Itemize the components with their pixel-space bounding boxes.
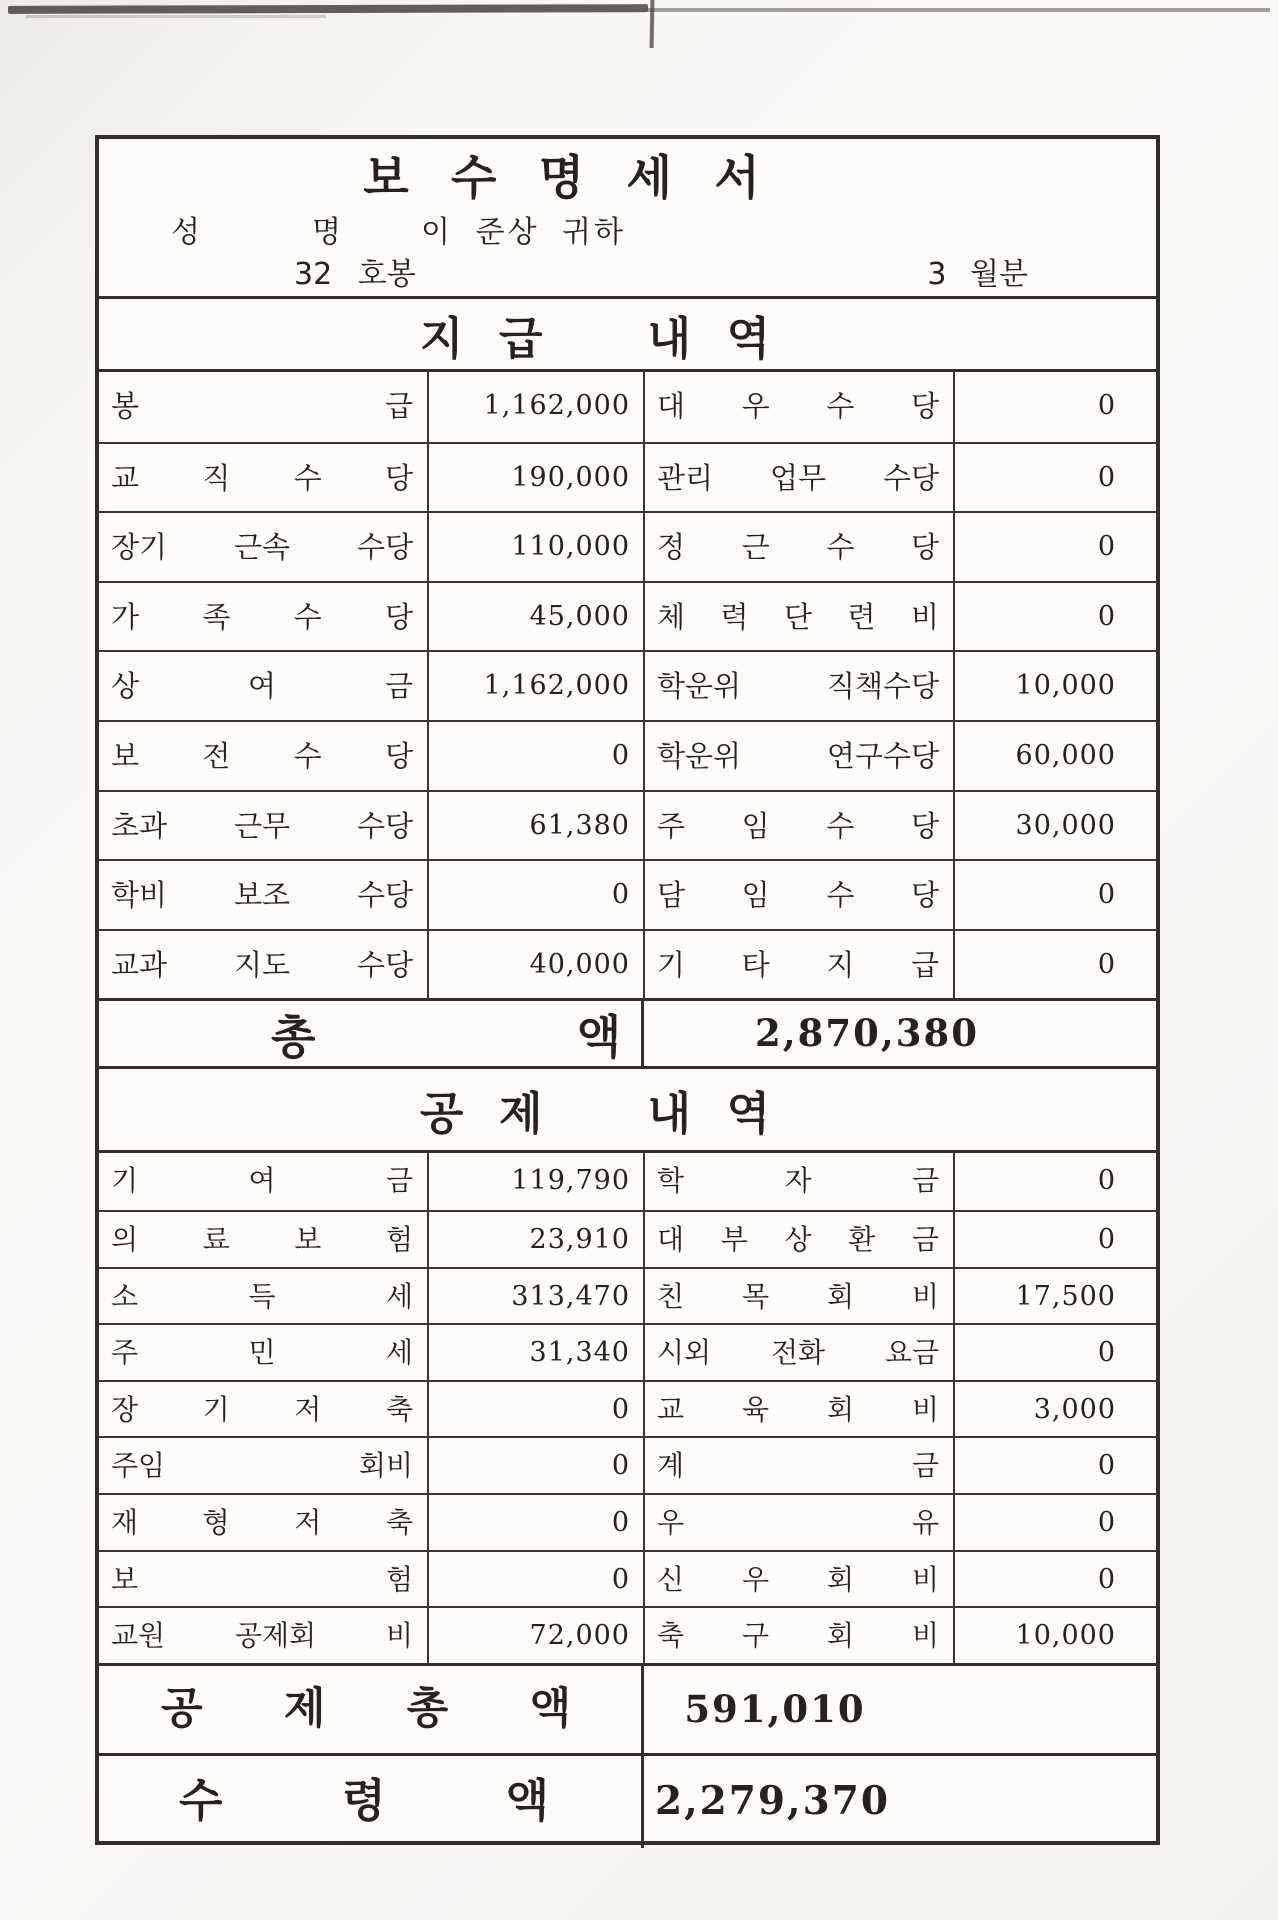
item-label: 의 료 보 험 [99, 1212, 429, 1267]
item-value: 0 [429, 1495, 645, 1550]
item-label: 기 타 지 급 [645, 931, 955, 999]
pay-month: 3 월분 [927, 257, 1028, 292]
scan-streak-artifact [8, 4, 648, 14]
item-value: 0 [1097, 1506, 1116, 1538]
item-label: 대 우 수 당 [645, 372, 955, 442]
payment-row [99, 511, 1156, 581]
payment-row [99, 372, 1156, 442]
payment-total-label-char: 액 [576, 1010, 621, 1065]
item-label: 기 여 금 [99, 1153, 429, 1210]
payslip-sheet [95, 135, 1160, 1845]
item-label: 교 육 회 비 [645, 1382, 955, 1437]
name-value: 이 준상 귀하 [421, 215, 626, 250]
payment-row [99, 442, 1156, 512]
item-value: 3,000 [1033, 1393, 1116, 1425]
item-value: 0 [1097, 879, 1116, 911]
item-value: 17,500 [1015, 1280, 1116, 1312]
item-value: 0 [1097, 600, 1116, 632]
payment-row [99, 929, 1156, 999]
item-value: 0 [1097, 1450, 1116, 1482]
item-label: 주임 회비 [99, 1438, 429, 1493]
item-value: 0 [1097, 948, 1116, 980]
payment-row [99, 650, 1156, 720]
deduction-row [99, 1380, 1156, 1437]
deduction-header-text: 내 역 [647, 1087, 781, 1141]
item-label: 상 여 금 [99, 652, 429, 720]
item-label: 학운위 직책수당 [645, 652, 955, 720]
deduction-row [99, 1493, 1156, 1550]
item-label: 대 부 상 환 금 [645, 1212, 955, 1267]
item-label: 체 력 단 련 비 [645, 583, 955, 651]
item-label: 보 험 [99, 1552, 429, 1607]
item-value: 0 [429, 1552, 645, 1607]
payslip-title: 보 수 명 세 서 [363, 151, 762, 206]
item-label: 정 근 수 당 [645, 513, 955, 581]
item-value: 313,470 [429, 1269, 645, 1324]
item-value: 72,000 [429, 1608, 645, 1663]
item-value: 30,000 [1015, 809, 1116, 841]
grade-row [99, 255, 1156, 299]
item-label: 장기 근속 수당 [99, 513, 429, 581]
item-label: 소 득 세 [99, 1269, 429, 1324]
item-value: 23,910 [429, 1212, 645, 1267]
item-value: 0 [1097, 1337, 1116, 1369]
payment-row [99, 720, 1156, 790]
item-label: 보 전 수 당 [99, 722, 429, 790]
item-value: 0 [1097, 1563, 1116, 1595]
item-label: 학비 보조 수당 [99, 861, 429, 929]
deduction-row [99, 1267, 1156, 1324]
item-label: 교과 지도 수당 [99, 931, 429, 999]
item-label: 교 직 수 당 [99, 444, 429, 512]
payslip-header [99, 139, 1156, 299]
payment-total-label-char: 총 [271, 1010, 316, 1065]
item-value: 45,000 [429, 583, 645, 651]
item-value: 110,000 [429, 513, 645, 581]
payment-header-text: 내 역 [647, 311, 781, 365]
deduction-row [99, 1550, 1156, 1607]
item-label: 시외 전화 요금 [645, 1325, 955, 1380]
item-value: 0 [1097, 390, 1116, 421]
deduction-section-header [99, 1066, 1156, 1153]
item-value: 0 [1097, 461, 1116, 493]
net-pay-label: 수 령 액 [99, 1756, 644, 1848]
salary-grade: 32 호봉 [294, 257, 416, 292]
payment-row [99, 790, 1156, 860]
item-value: 10,000 [1015, 1620, 1116, 1652]
payment-row [99, 581, 1156, 651]
item-value: 0 [429, 861, 645, 929]
item-label: 장 기 저 축 [99, 1382, 429, 1437]
payment-section-header [99, 299, 1156, 372]
deduction-row [99, 1436, 1156, 1493]
payment-header-text: 지 급 [419, 311, 553, 365]
name-row [99, 211, 1156, 255]
deduction-total-row [99, 1663, 1156, 1753]
name-label: 성 명 [171, 215, 341, 250]
item-label: 재 형 저 축 [99, 1495, 429, 1550]
item-value: 0 [429, 1382, 645, 1437]
deduction-header-text: 공 제 [419, 1087, 553, 1141]
item-label: 교원 공제회 비 [99, 1608, 429, 1663]
deduction-total-value: 591,010 [684, 1686, 866, 1731]
item-value: 0 [429, 722, 645, 790]
item-label: 담 임 수 당 [645, 861, 955, 929]
item-value: 1,162,000 [429, 652, 645, 720]
item-label: 관리 업무 수당 [645, 444, 955, 512]
item-value: 10,000 [1015, 670, 1116, 702]
item-value: 119,790 [429, 1153, 645, 1210]
item-value: 61,380 [429, 792, 645, 860]
net-pay-row [99, 1753, 1156, 1848]
item-label: 축 구 회 비 [645, 1608, 955, 1663]
item-label: 우 유 [645, 1495, 955, 1550]
item-label: 친 목 회 비 [645, 1269, 955, 1324]
payment-row [99, 859, 1156, 929]
deduction-total-label: 공 제 총 액 [99, 1666, 644, 1753]
item-label: 신 우 회 비 [645, 1552, 955, 1607]
net-pay-value: 2,279,370 [654, 1777, 891, 1824]
deduction-row [99, 1153, 1156, 1210]
payment-total-label [99, 1001, 644, 1067]
payment-total-row [99, 998, 1156, 1066]
item-value: 31,340 [429, 1325, 645, 1380]
item-value: 40,000 [429, 931, 645, 999]
item-value: 190,000 [429, 444, 645, 512]
item-label: 초과 근무 수당 [99, 792, 429, 860]
deduction-row [99, 1323, 1156, 1380]
item-label: 학운위 연구수당 [645, 722, 955, 790]
item-value: 0 [1097, 531, 1116, 563]
payment-table [99, 372, 1156, 998]
item-value: 1,162,000 [429, 372, 645, 442]
scan-tick-artifact [650, 0, 655, 48]
scan-streak-artifact [26, 15, 326, 18]
item-value: 0 [1097, 1165, 1116, 1197]
item-value: 0 [429, 1438, 645, 1493]
item-label: 주 임 수 당 [645, 792, 955, 860]
item-value: 60,000 [1015, 739, 1116, 771]
item-label: 가 족 수 당 [99, 583, 429, 651]
deduction-row [99, 1606, 1156, 1663]
scan-streak-artifact [646, 8, 1270, 12]
deduction-table [99, 1153, 1156, 1662]
deduction-row [99, 1210, 1156, 1267]
payment-total-value: 2,870,380 [755, 1011, 979, 1056]
item-label: 주 민 세 [99, 1325, 429, 1380]
item-label: 계 금 [645, 1438, 955, 1493]
item-value: 0 [1097, 1223, 1116, 1255]
item-label: 봉 급 [99, 372, 429, 442]
item-label: 학 자 금 [645, 1153, 955, 1210]
